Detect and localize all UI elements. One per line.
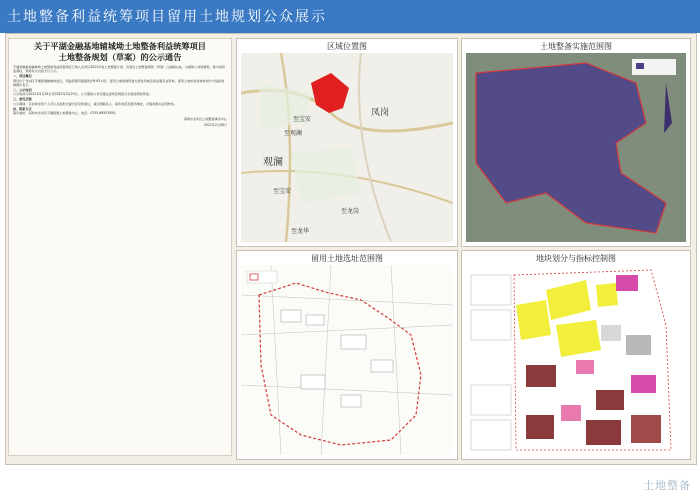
section-heading: 三、意见反馈 xyxy=(13,97,32,102)
map-label-baoan: 至宝安 xyxy=(293,116,312,123)
location-map[interactable] xyxy=(241,53,453,242)
notice-date: 2022年2月28日 xyxy=(203,123,227,128)
site-selection-panel xyxy=(236,250,458,460)
site-selection-map[interactable] xyxy=(241,265,453,455)
title-banner xyxy=(0,0,700,33)
map-label-baoan-2: 至宝安 xyxy=(273,188,292,195)
notice-body xyxy=(13,65,227,451)
map-label-longhua: 至龙华 xyxy=(291,228,310,235)
panel-title: 留用土地选址范围图 xyxy=(311,254,383,263)
panel-title: 土地整备实施范围图 xyxy=(540,42,612,51)
plot-control-graphic xyxy=(466,265,686,455)
notice-title-line1: 关于平湖金融基地辅城坳土地整备利益统筹项目 xyxy=(34,41,206,51)
map-label-guanlan: 观澜 xyxy=(263,157,283,168)
notice-signature: 深圳市龙岗区土地整备事务中心 xyxy=(183,117,227,122)
watermark-text: 土地整备 xyxy=(643,479,691,492)
section-text: 公示期间，任何单位和个人可以书面形式提出意见和建议，请注明联系人、联系电话及通讯地址，并提供相关证明材料。 xyxy=(13,101,177,106)
site-selection-graphic xyxy=(241,265,453,455)
scope-map-panel xyxy=(461,38,691,247)
notice-intro: 平湖金融基地辅城坳土地整备利益统筹项目已纳入龙岗区2022年度土地整备计划，该项目土地整备规划（草案）已编制完成。为保障公众知情权、参与权和监督权，现将有关内容予以公示。 xyxy=(13,65,226,74)
panel-title: 地块划分与指标控制图 xyxy=(536,254,616,263)
section-heading: 四、联系方式 xyxy=(13,106,32,111)
banner-title: 土地整备利益统筹项目留用土地规划公众展示 xyxy=(7,9,327,25)
public-notice xyxy=(8,38,232,456)
notice-title xyxy=(9,39,231,63)
scope-map-graphic xyxy=(466,53,686,242)
location-map-panel xyxy=(236,38,458,247)
plot-control-panel xyxy=(461,250,691,460)
section-text: 公示时间为2022年2月28日至2022年3月29日，公示期间公众可通过现场及网络方式查阅规划草案。 xyxy=(13,92,152,97)
section-text: 联系地址：深圳市龙岗区平湖街道土地整备中心；电话：0755-89552950。 xyxy=(13,111,119,116)
panel-title: 区域位置图 xyxy=(327,42,367,51)
scope-map[interactable] xyxy=(466,53,686,242)
plot-control-map[interactable] xyxy=(466,265,686,455)
section-heading: 二、公示时间 xyxy=(13,88,32,93)
section-heading: 一、项目概况 xyxy=(13,74,32,79)
notice-title-line2: 土地整备规划（草案）的公示通告 xyxy=(58,52,182,62)
location-map-graphic xyxy=(241,53,453,242)
map-label-fenggang: 凤岗 xyxy=(371,108,390,118)
map-label-longgang: 至龙岗 xyxy=(341,208,360,215)
section-text: 项目位于龙岗区平湖街道辅城坳社区，利益统筹范围面积约9.63公顷，留用土地规划用途为居住用地及商业服务业用地，留用土地布局在地块划分与指标控制图中表示。 xyxy=(13,78,225,87)
map-label-guanlan-to: 至观澜 xyxy=(284,130,303,137)
